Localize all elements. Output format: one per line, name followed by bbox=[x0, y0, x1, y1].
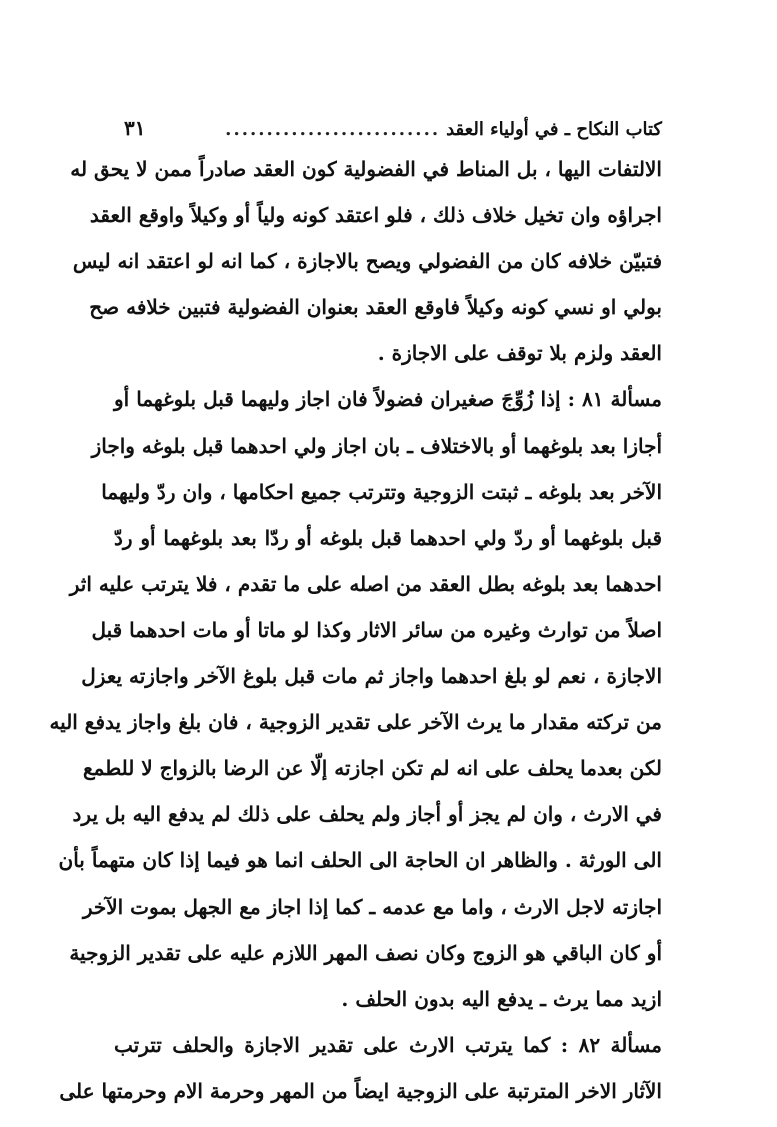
text-line: من تركته مقدار ما يرث الآخر على تقدير الزوجية ، فان بلغ واجاز يدفع اليه bbox=[49, 710, 662, 735]
text-line: الآثار الاخر المترتبة على الزوجية ايضاً من المهر وحرمة الام وحرمتها على bbox=[59, 1078, 662, 1103]
text-line: الاجازة ، نعم لو بلغ احدهما واجاز ثم مات قبل بلوغ الآخر واجازته يعزل bbox=[81, 664, 662, 689]
text-line: مسألة ٨١ : إذا زُوِّجَ صغيران فضولاً فان اجاز وليهما قبل بلوغهما أو bbox=[114, 387, 662, 412]
text-line: الآخر بعد بلوغه ـ ثبتت الزوجية وتترتب جميع احكامها ، وان ردّ وليهما bbox=[101, 479, 662, 504]
text-line: اجازته لاجل الارث ، واما مع عدمه ـ كما إذا اجاز مع الجهل بموت الآخر bbox=[82, 894, 662, 919]
text-line: احدهما بعد بلوغه بطل العقد من اصله على ما تقدم ، فلا يترتب عليه اثر bbox=[69, 571, 662, 596]
body-text bbox=[49, 146, 662, 1114]
header-title: كتاب النكاح ـ في أولياء العقد bbox=[446, 119, 662, 140]
text-line: اصلاً من توارث وغيره من سائر الاثار وكذا لو ماتا أو مات احدهما قبل bbox=[91, 617, 662, 642]
text-line: الالتفات اليها ، بل المناط في الفضولية كون العقد صادراً ممن لا يحق له bbox=[70, 157, 662, 181]
text-line: العقد ولزم بلا توقف على الاجازة . bbox=[377, 341, 662, 366]
text-line: أجازا بعد بلوغهما أو بالاختلاف ـ بان اجاز ولي احدهما قبل بلوغه واجاز bbox=[91, 433, 662, 458]
text-line: قبل بلوغهما أو ردّ ولي احدهما قبل بلوغه أو ردّا بعد بلوغهما أو ردّ bbox=[114, 525, 662, 550]
text-line: مسألة ٨٢ : كما يترتب الارث على تقدير الاجازة والحلف تترتب bbox=[114, 1032, 662, 1057]
header-dot-leader: .......................... bbox=[225, 119, 441, 140]
running-header bbox=[124, 106, 662, 140]
text-line: الى الورثة . والظاهر ان الحاجة الى الحلف انما هو فيما إذا كان متهماً بأن bbox=[58, 848, 662, 873]
text-line: لكن بعدما يحلف على انه لم تكن اجازته إلّا عن الرضا بالزواج لا للطمع bbox=[82, 756, 662, 781]
page-number: ٣١ bbox=[124, 116, 146, 140]
text-line: بولي او نسي كونه وكيلاً فاوقع العقد بعنوان الفضولية فتبين خلافه صح bbox=[89, 295, 662, 320]
text-line: أو كان الباقي هو الزوج وكان نصف المهر اللازم عليه على تقدير الزوجية bbox=[69, 940, 662, 965]
text-line: اجراؤه وان تخيل خلاف ذلك ، فلو اعتقد كونه ولياً أو وكيلاً واوقع العقد bbox=[89, 203, 662, 228]
text-line: في الارث ، وان لم يجز أو أجاز ولم يحلف على ذلك لم يدفع اليه بل يرد bbox=[72, 802, 662, 827]
text-line: فتبيّن خلافه كان من الفضولي ويصح بالاجازة ، كما انه لو اعتقد انه ليس bbox=[72, 249, 662, 274]
text-line: ازيد مما يرث ـ يدفع اليه بدون الحلف . bbox=[341, 986, 662, 1011]
